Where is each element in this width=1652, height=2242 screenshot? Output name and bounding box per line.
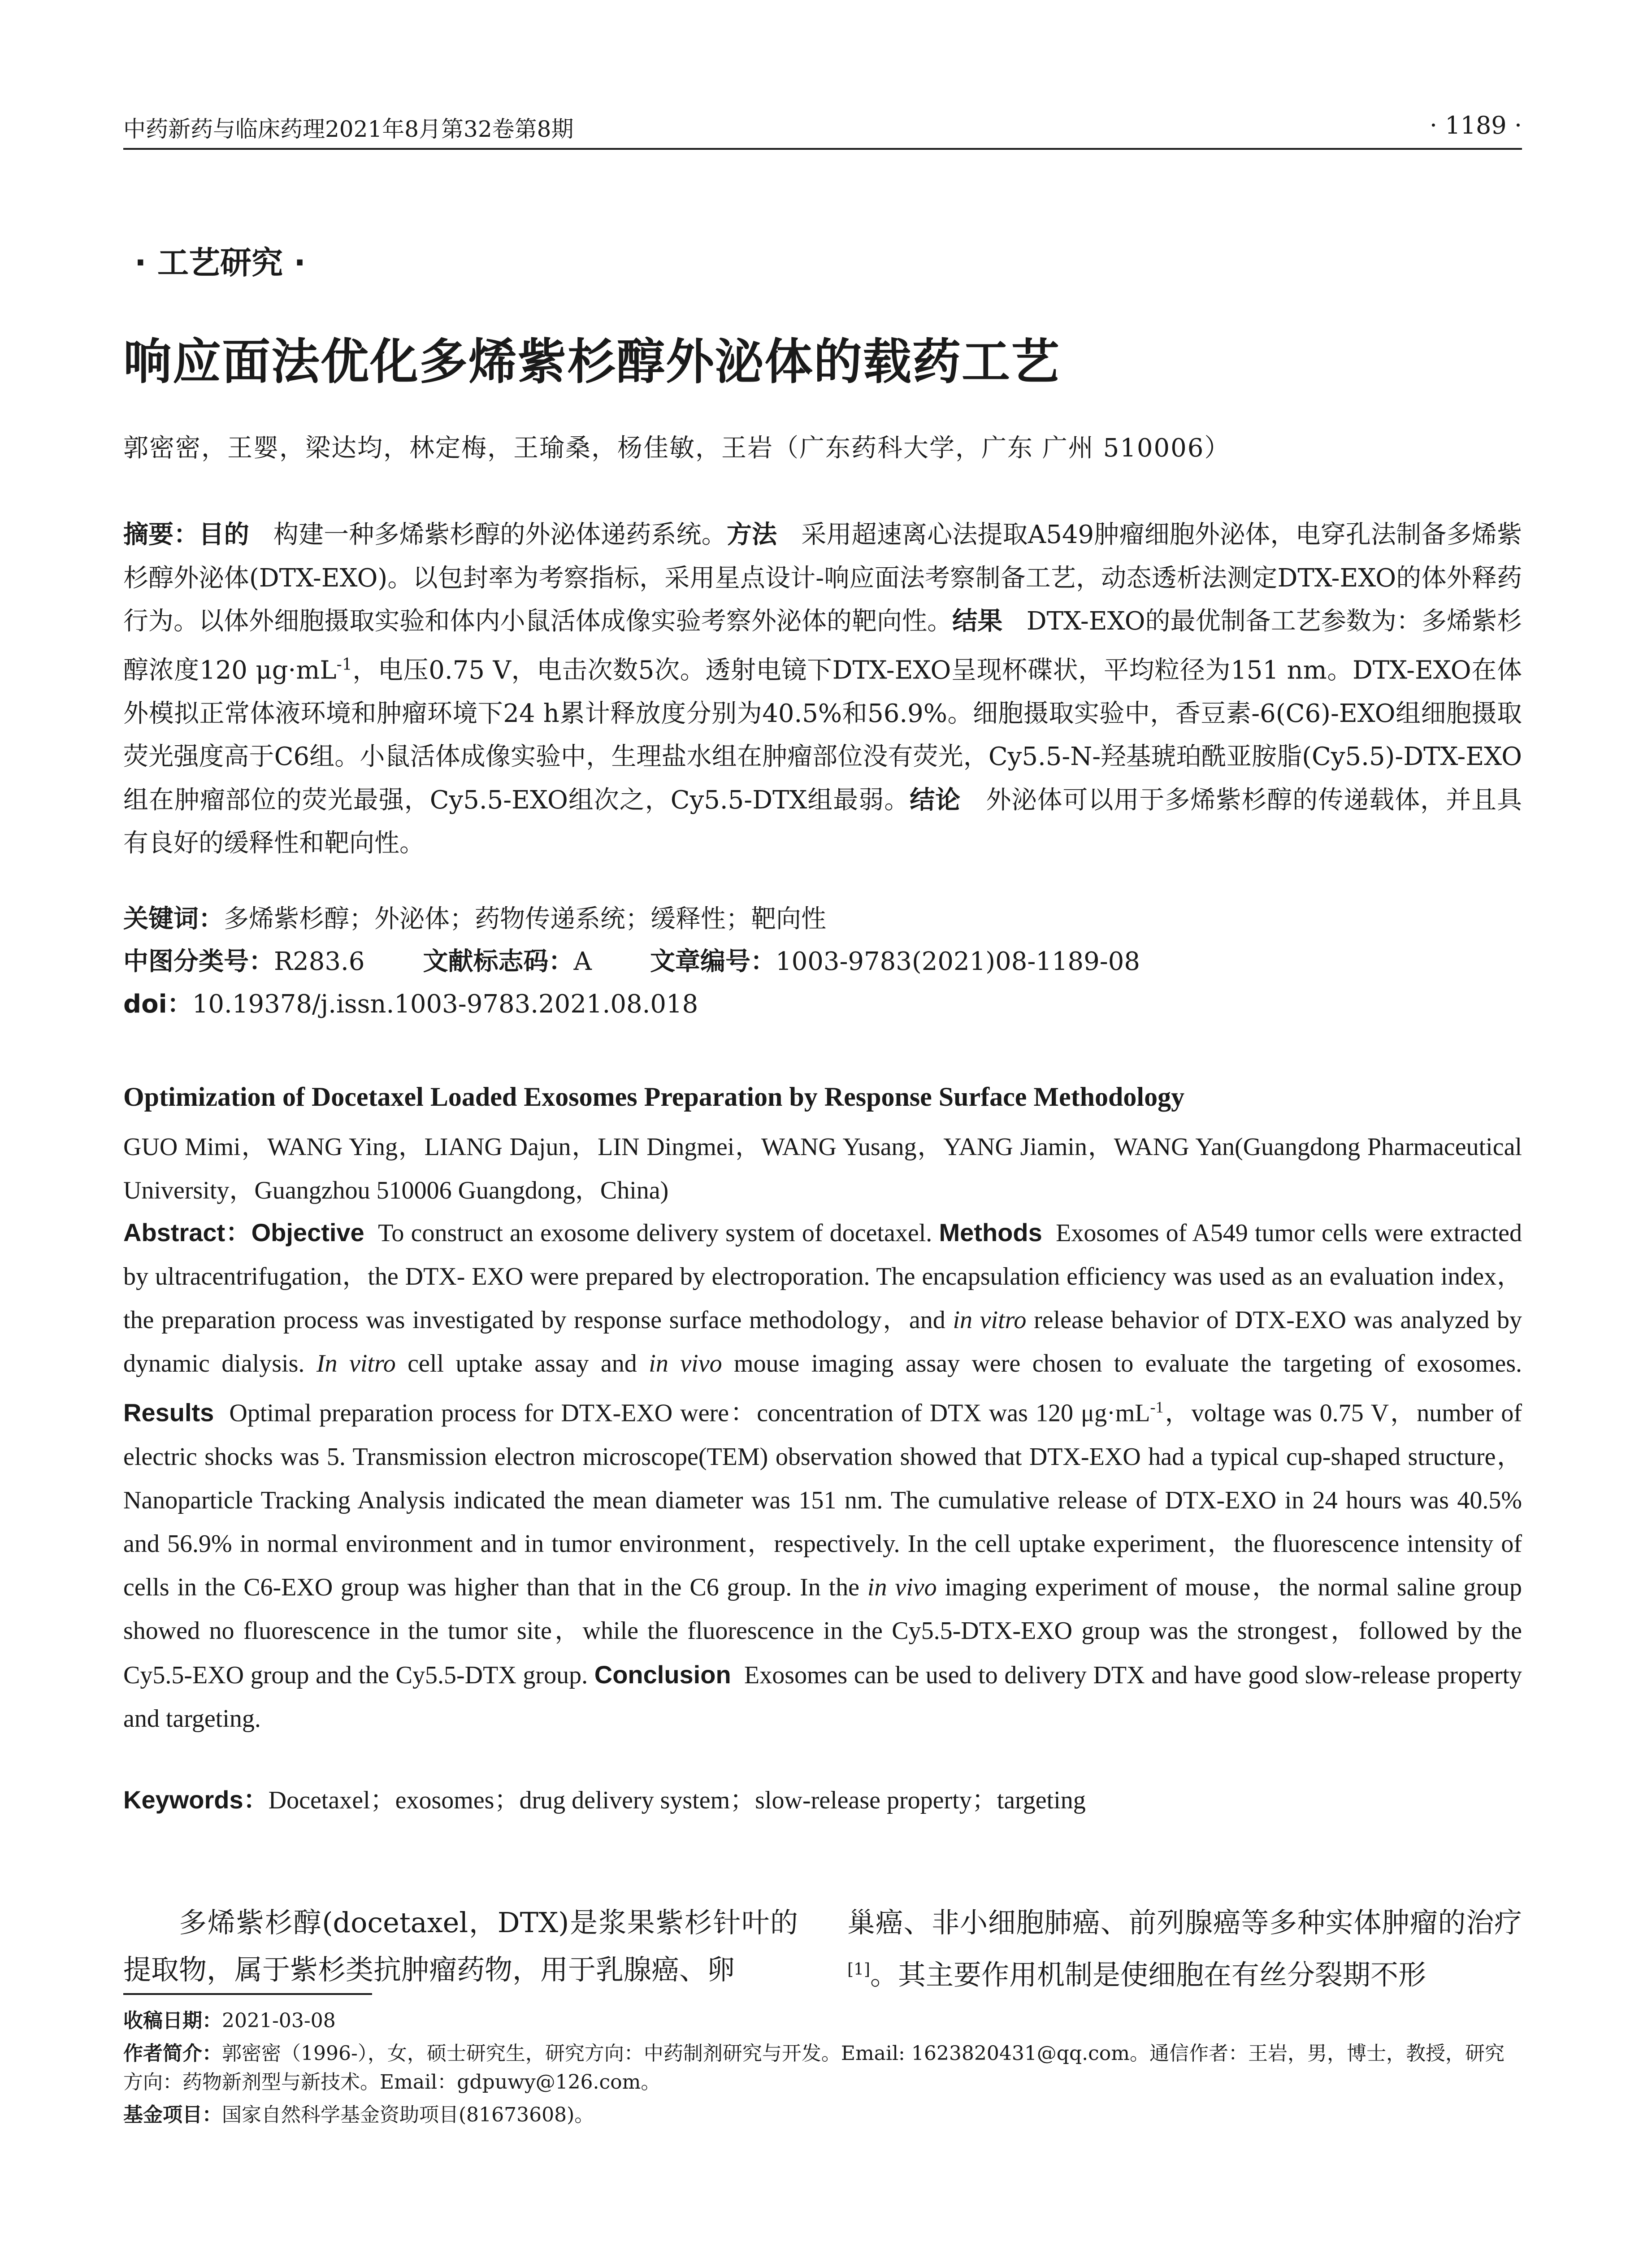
journal-header: 中药新药与临床药理2021年8月第32卷第8期 bbox=[123, 116, 574, 142]
unit-superscript: -1 bbox=[336, 655, 352, 674]
results-text-cont: ，电压0.75 V，电击次数5次。透射电镜下DTX-EXO呈现杯碟状，平均粒径为151 nm。DTX-EXO在体外模拟正常体液环境和肿瘤环境下24 h累计释放度分别为40.5%和56.9%。细胞摄取实验中，香豆素-6(C6)-EXO组细胞摄取荧光强度高于C6组。小鼠活体成像实验中，生理盐水组在肿瘤部位没有荧光，Cy5.5-N-羟基琥珀酰亚胺脂(Cy5.5)-DTX-EXO组在肿瘤部位的荧光最强，Cy5.5-EXO组次之，Cy5.5-DTX组最弱。 bbox=[123, 656, 1522, 815]
en-objective-text: To construct an exosome delivery system of docetaxel. bbox=[378, 1219, 932, 1247]
article-number-label: 文章编号： bbox=[650, 947, 776, 976]
en-methods-text-c: cell uptake assay and bbox=[408, 1350, 637, 1377]
footnote-received bbox=[123, 2007, 1522, 2035]
body-right-text: 巢癌、非小细胞肺癌、前列腺癌等多种实体肿瘤的治疗 bbox=[847, 1906, 1522, 1939]
footnote-divider bbox=[123, 1993, 372, 1995]
purpose-text: 构建一种多烯紫杉醇的外泌体递药系统。 bbox=[273, 520, 727, 549]
footnote-fund bbox=[123, 2101, 1522, 2129]
en-objective-label: Objective bbox=[251, 1218, 364, 1247]
footnote-author bbox=[123, 2039, 1522, 2097]
en-methods-text: Exosomes of A549 tumor cells were extracted by ultracentrifugation，the DTX- EXO were prepared by electroporation. The encapsulation efficiency was used as an evaluation index，the preparation process was investigated by response surface methodology，and bbox=[123, 1219, 1522, 1334]
methods-text: 采用超速离心法提取A549肿瘤细胞外泌体，电穿孔法制备多烯紫杉醇外泌体(DTX-EXO)。以包封率为考察指标，采用星点设计-响应面法考察制备工艺，动态透析法测定DTX-EXO的体外释药行为。以体外细胞摄取实验和体内小鼠活体成像实验考察外泌体的靶向性。 bbox=[123, 520, 1522, 636]
received-label: 收稿日期： bbox=[123, 2009, 222, 2032]
en-methods-text-d: mouse imaging assay were chosen to evaluate the targeting of exosomes. bbox=[734, 1350, 1522, 1377]
doi-label: doi： bbox=[123, 990, 192, 1019]
results-text: DTX-EXO的最优制备工艺参数为：多烯紫杉醇浓度120 μg·mL bbox=[123, 607, 1522, 685]
en-conclusion-label: Conclusion bbox=[594, 1660, 731, 1689]
author-bio-text: 郭密密（1996-），女，硕士研究生，研究方向：中药制剂研究与开发。Email: 1623820431@qq.com。通信作者：王岩，男，博士，教授，研究方向：药物新剂型与新技术。Email：gdpuwy@126.com。 bbox=[123, 2042, 1505, 2094]
en-conclusion-text: Exosomes can be used to delivery DTX and have good slow-release property and targeting. bbox=[123, 1661, 1522, 1733]
en-italic-term: in vitro bbox=[953, 1306, 1027, 1334]
body-column-left: 多烯紫杉醇(docetaxel，DTX)是浆果紫杉针叶的提取物，属于紫杉类抗肿瘤药物，用于乳腺癌、卵 bbox=[123, 1906, 798, 1986]
author-list: 郭密密，王婴，梁达均，林定梅，王瑜桑，杨佳敏，王岩（广东药科大学，广东 广州 510006） bbox=[123, 434, 1231, 463]
classification-line bbox=[123, 942, 1140, 978]
english-authors: GUO Mimi，WANG Ying，LIANG Dajun，LIN Dingmei，WANG Yusang，YANG Jiamin，WANG Yan(Guangdong Pharmaceutical University，Guangzhou 510006 Guangdong，China) bbox=[123, 1133, 1522, 1204]
english-title: Optimization of Docetaxel Loaded Exosomes Preparation by Response Surface Methodology bbox=[123, 1082, 1185, 1112]
en-italic-term: in vivo bbox=[867, 1573, 937, 1601]
en-italic-term: In vitro bbox=[316, 1350, 396, 1377]
results-label: 结果 bbox=[952, 607, 1003, 636]
clc-value: R283.6 bbox=[274, 947, 365, 976]
doi-value[interactable]: 10.19378/j.issn.1003-9783.2021.08.018 bbox=[192, 990, 698, 1019]
en-results-text: Optimal preparation process for DTX-EXO were：concentration of DTX was 120 μg·mL bbox=[229, 1399, 1150, 1427]
doc-code-label: 文献标志码： bbox=[423, 947, 574, 976]
en-results-text-c: imaging experiment of mouse，the normal saline group showed no fluorescence in the tumor site，while the fluorescence in the Cy5.5-DTX-EXO group was the strongest，followed by the Cy5.5-EXO group and the Cy5.5-DTX group. bbox=[123, 1573, 1522, 1689]
en-unit-superscript: -1 bbox=[1150, 1398, 1164, 1416]
article-number-value: 1003-9783(2021)08-1189-08 bbox=[775, 947, 1140, 976]
page-number: · 1189 · bbox=[1429, 111, 1522, 139]
en-results-label: Results bbox=[123, 1398, 214, 1427]
article-title: 响应面法优化多烯紫杉醇外泌体的载药工艺 bbox=[123, 334, 1061, 390]
column-label: · 工艺研究 · bbox=[134, 244, 306, 281]
english-keywords bbox=[123, 1780, 1086, 1816]
methods-label: 方法 bbox=[726, 520, 777, 549]
header-divider bbox=[123, 148, 1522, 150]
en-keywords-label: Keywords： bbox=[123, 1786, 269, 1814]
keywords-text: 多烯紫杉醇；外泌体；药物传递系统；缓释性；靶向性 bbox=[224, 904, 826, 934]
fund-label: 基金项目： bbox=[123, 2103, 222, 2126]
doi-line bbox=[123, 984, 698, 1020]
en-results-text-b: ，voltage was 0.75 V，number of electric shocks was 5. Transmission electron microscope(TEM) observation showed that DTX-EXO had a typical cup-shaped structure，Nanoparticle Tracking Analysis indicated the mean diameter was 151 nm. The cumulative release of DTX-EXO in 24 hours was 40.5% and 56.9% in normal environment and in tumor environment，respectively. In the cell uptake experiment，the fluorescence intensity of cells in the C6-EXO group was higher than that in the C6 group. In the bbox=[123, 1399, 1522, 1601]
en-methods-text-b: release behavior of DTX-EXO was analyzed by dynamic dialysis. bbox=[123, 1306, 1522, 1377]
clc-label: 中图分类号： bbox=[123, 947, 274, 976]
received-date: 2021-03-08 bbox=[222, 2009, 336, 2032]
conclusion-label: 结论 bbox=[910, 785, 961, 815]
en-abstract-label: Abstract： bbox=[123, 1218, 251, 1247]
english-abstract bbox=[123, 1211, 1522, 1741]
keywords-line bbox=[123, 899, 826, 935]
en-keywords-text: Docetaxel；exosomes；drug delivery system；slow-release property；targeting bbox=[268, 1786, 1086, 1814]
doc-code-value: A bbox=[573, 947, 592, 976]
body-right-text-cont: 。其主要作用机制是使细胞在有丝分裂期不形 bbox=[870, 1958, 1427, 1991]
en-italic-term: in vivo bbox=[649, 1350, 722, 1377]
abstract-label: 摘要： bbox=[123, 520, 199, 549]
body-column-right bbox=[847, 1899, 1522, 1999]
purpose-label: 目的 bbox=[199, 520, 249, 549]
fund-text: 国家自然科学基金资助项目(81673608)。 bbox=[222, 2103, 594, 2126]
chinese-abstract bbox=[123, 513, 1522, 865]
author-bio-label: 作者简介： bbox=[123, 2042, 222, 2065]
keywords-label: 关键词： bbox=[123, 904, 224, 934]
en-methods-label: Methods bbox=[939, 1218, 1042, 1247]
conclusion-text: 外泌体可以用于多烯紫杉醇的传递载体，并且具有良好的缓释性和靶向性。 bbox=[123, 785, 1522, 858]
reference-marker[interactable]: [1] bbox=[847, 1960, 870, 1979]
